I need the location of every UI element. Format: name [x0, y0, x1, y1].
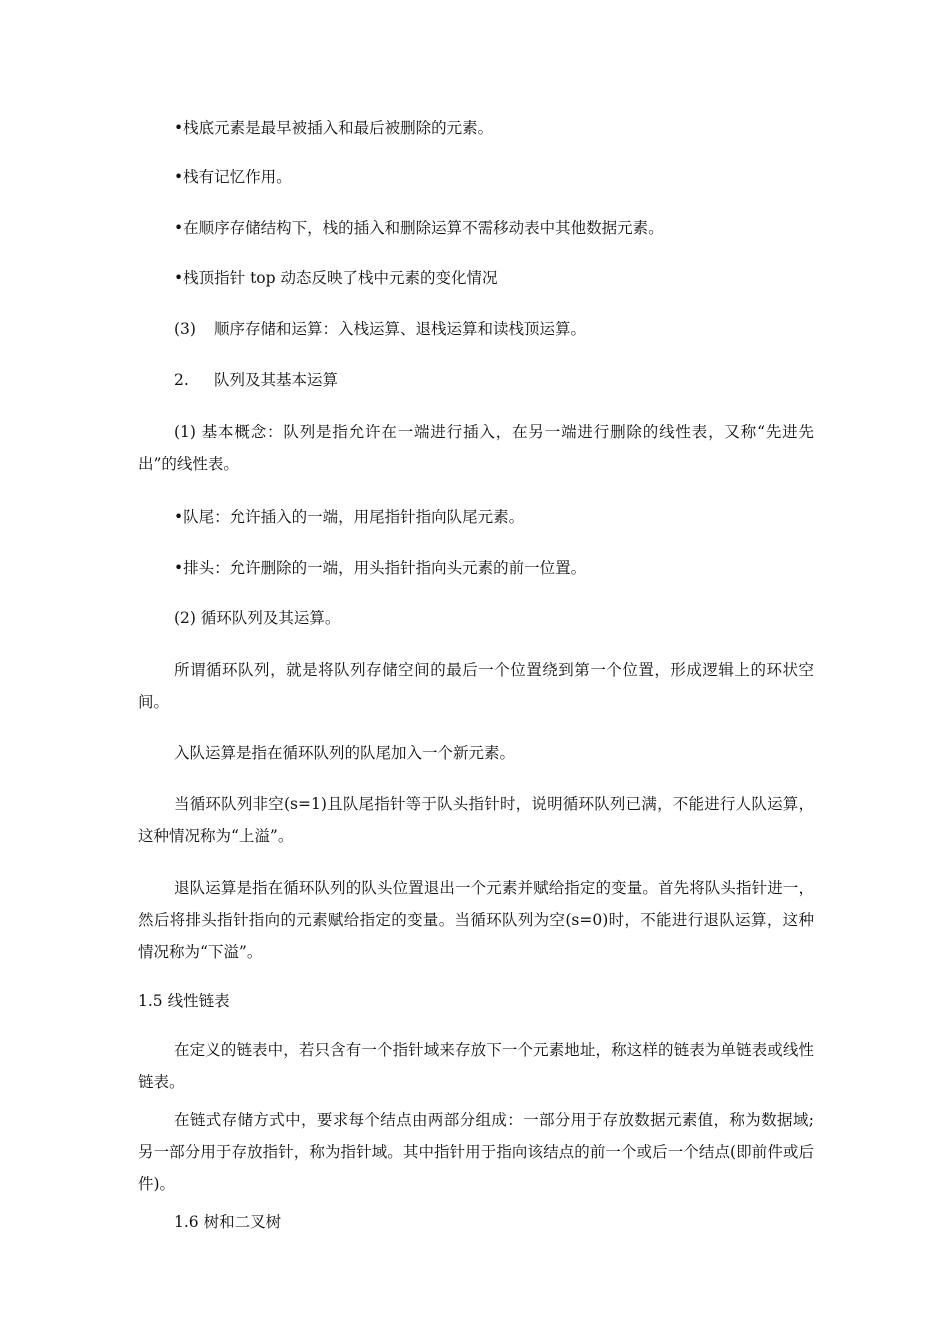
paragraph-text: 顺序存储和运算：入栈运算、退栈运算和读栈顶运算。 — [214, 320, 587, 338]
paragraph-text: 所谓循环队列，就是将队列存储空间的最后一个位置绕到第一个位置，形成逻辑上的环状空间。 — [138, 661, 814, 711]
paragraph-text: •栈顶指针 top 动态反映了栈中元素的变化情况 — [174, 269, 498, 287]
paragraph-text: •栈底元素是最早被插入和最后被删除的元素。 — [174, 119, 494, 137]
section-title: 1.5 线性链表 — [138, 992, 230, 1010]
paragraph-text: 在链式存储方式中，要求每个结点由两部分组成：一部分用于存放数据元素值，称为数据域;另一部分用于存放指针，称为指针域。其中指针用于指向该结点的前一个或后一个结点(即前件或后件)。 — [138, 1111, 814, 1193]
paragraph-text: 入队运算是指在循环队列的队尾加入一个新元素。 — [174, 744, 516, 762]
paragraph-linked-list-definition — [138, 1034, 814, 1098]
paragraph-stack-operations — [174, 313, 814, 345]
paragraph-text: •排头：允许删除的一端，用头指针指向头元素的前一位置。 — [174, 559, 587, 577]
section-heading-queue — [174, 364, 814, 396]
paragraph-text: 当循环队列非空(s=1)且队尾指针等于队头指针时，说明循环队列已满，不能进行人队运算，这种情况称为“上溢”。 — [138, 795, 814, 845]
section-heading-tree — [174, 1206, 814, 1238]
paragraph-text: 在定义的链表中，若只含有一个指针域来存放下一个元素地址，称这样的链表为单链表或线性链表。 — [138, 1041, 814, 1091]
paragraph-overflow — [138, 788, 814, 852]
paragraph-text: (2) 循环队列及其运算。 — [174, 609, 341, 627]
paragraph-stack-bottom — [174, 112, 814, 144]
paragraph-text: 退队运算是指在循环队列的队头位置退出一个元素并赋给指定的变量。首先将队头指针进一，然后将排头指针指向的元素赋给指定的变量。当循环队列为空(s=0)时，不能进行退队运算，这种情况称为“下溢”。 — [138, 879, 814, 961]
paragraph-sequential-storage — [174, 212, 814, 244]
paragraph-text: •在顺序存储结构下，栈的插入和删除运算不需移动表中其他数据元素。 — [174, 219, 664, 237]
paragraph-text: •栈有记忆作用。 — [174, 168, 292, 186]
paragraph-dequeue-underflow — [138, 872, 814, 968]
paragraph-queue-concept — [138, 416, 814, 480]
section-number: 2. — [174, 371, 189, 389]
paragraph-circular-queue-heading — [174, 602, 814, 634]
paragraph-queue-front — [174, 552, 814, 584]
paragraph-stack-memory — [174, 161, 814, 193]
paragraph-text: •队尾：允许插入的一端，用尾指针指向队尾元素。 — [174, 508, 525, 526]
paragraph-top-pointer — [174, 262, 814, 294]
paragraph-queue-rear — [174, 501, 814, 533]
section-title: 队列及其基本运算 — [214, 371, 339, 389]
paragraph-enqueue — [138, 737, 814, 769]
paragraph-node-structure — [138, 1104, 814, 1200]
paragraph-text: (1) 基本概念：队列是指允许在一端进行插入，在另一端进行删除的线性表，又称“先进先出”的线性表。 — [138, 423, 814, 473]
section-heading-linked-list — [138, 985, 814, 1017]
paragraph-circular-queue-definition — [138, 654, 814, 718]
item-number: (3) — [174, 320, 196, 338]
section-title: 1.6 树和二叉树 — [174, 1213, 282, 1231]
